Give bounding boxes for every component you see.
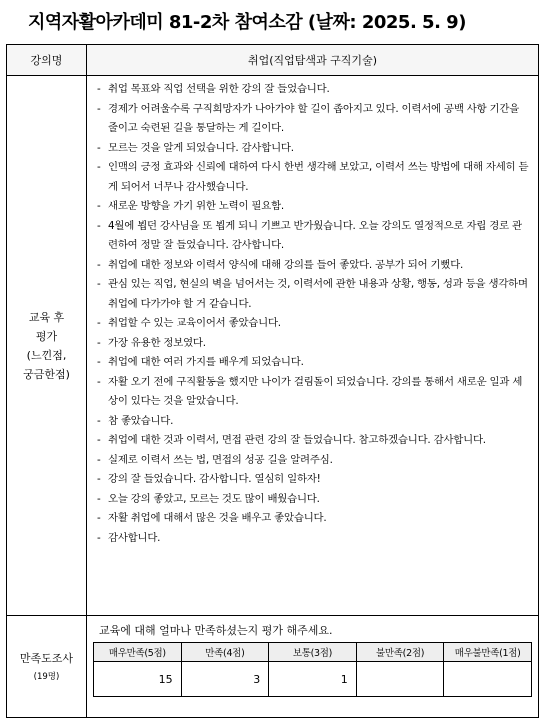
comment-item: - 취업에 대한 정보와 이력서 양식에 대해 강의를 들어 좋았다. 공부가 되어 기뻤다. — [97, 256, 530, 276]
comment-item: - 관심 있는 직업, 현실의 벽을 넘어서는 것, 이력서에 관한 내용과 상황, 행동, 성과 등을 생각하며 취업에 다가가야 할 거 같습니다. — [97, 275, 530, 314]
evaluation-label-line: 궁금한점) — [23, 367, 70, 381]
satisfaction-column-header: 보통(3점) — [269, 643, 357, 662]
comment-item: - 4월에 뵙던 강사님을 또 뵙게 되니 기쁘고 반가웠습니다. 오늘 강의도 열정적으로 자립 경로 관련하여 정말 잘 들었습니다. 감사합니다. — [97, 217, 530, 256]
evaluation-table — [6, 44, 539, 718]
comment-item: - 경제가 어려울수록 구직희망자가 나아가야 할 길이 좁아지고 있다. 이력서에 공백 사항 기간을 줄이고 숙련된 길을 통달하는 게 길이다. — [97, 100, 530, 139]
satisfaction-value: 3 — [181, 662, 269, 697]
evaluation-label-line: (느낀점, — [26, 348, 67, 362]
comment-item: - 강의 잘 들었습니다. 감사합니다. 열심히 일하자! — [97, 470, 530, 490]
comment-list — [97, 80, 530, 548]
comment-item: - 취업 목표와 직업 선택을 위한 강의 잘 들었습니다. — [97, 80, 530, 100]
satisfaction-cell — [87, 616, 539, 718]
comment-item: - 인맥의 긍정 효과와 신뢰에 대하여 다시 한번 생각해 보았고, 이력서 쓰는 방법에 대해 자세히 듣게 되어서 너무나 감사했습니다. — [97, 158, 530, 197]
comment-item: - 취업할 수 있는 교육이어서 좋았습니다. — [97, 314, 530, 334]
satisfaction-table — [93, 642, 532, 697]
satisfaction-column-header: 매우만족(5점) — [94, 643, 182, 662]
satisfaction-row — [7, 616, 539, 718]
comment-item: - 자활 오기 전에 구직활동을 했지만 나이가 걸림돌이 되었습니다. 강의를 통해서 새로운 일과 세상이 있다는 것을 알았습니다. — [97, 373, 530, 412]
satisfaction-value: 1 — [269, 662, 357, 697]
satisfaction-column-header: 불만족(2점) — [356, 643, 444, 662]
comment-item: - 참 좋았습니다. — [97, 412, 530, 432]
evaluation-label-line: 교육 후 — [28, 310, 65, 324]
evaluation-label — [7, 76, 87, 616]
comment-item: - 실제로 이력서 쓰는 법, 면접의 성공 길을 알려주심. — [97, 451, 530, 471]
comment-item: - 오늘 강의 좋았고, 모르는 것도 많이 배웠습니다. — [97, 490, 530, 510]
satisfaction-column-header: 매우불만족(1점) — [444, 643, 532, 662]
satisfaction-question: 교육에 대해 얼마나 만족하셨는지 평가 해주세요. — [99, 624, 333, 637]
comment-item: - 취업에 대한 것과 이력서, 면접 관련 강의 잘 들었습니다. 참고하겠습니다. 감사합니다. — [97, 431, 530, 451]
evaluation-label-line: 평가 — [35, 329, 58, 343]
satisfaction-value — [356, 662, 444, 697]
satisfaction-values-row — [94, 662, 532, 697]
respondent-count: (19명) — [33, 671, 60, 682]
comment-item: - 취업에 대한 여러 가지를 배우게 되었습니다. — [97, 353, 530, 373]
satisfaction-column-header: 만족(4점) — [181, 643, 269, 662]
satisfaction-header-row — [94, 643, 532, 662]
header-lecture-title: 취업(직업탐색과 구직기술) — [87, 45, 539, 76]
comment-item: - 자활 취업에 대해서 많은 것을 배우고 좋았습니다. — [97, 509, 530, 529]
satisfaction-value — [444, 662, 532, 697]
evaluation-row — [7, 76, 539, 616]
satisfaction-value: 15 — [94, 662, 182, 697]
header-lecture-name: 강의명 — [7, 45, 87, 76]
comment-item: - 모르는 것을 알게 되었습니다. 감사합니다. — [97, 139, 530, 159]
satisfaction-label: 만족도조사 — [19, 651, 74, 665]
comments-cell — [87, 76, 539, 616]
header-row — [7, 45, 539, 76]
comment-item: - 새로운 방향을 가기 위한 노력이 필요함. — [97, 197, 530, 217]
comment-item: - 가장 유용한 정보였다. — [97, 334, 530, 354]
comment-item: - 감사합니다. — [97, 529, 530, 549]
satisfaction-label-cell — [7, 616, 87, 718]
page-title: 지역자활아카데미 81-2차 참여소감 (날짜: 2025. 5. 9) — [28, 12, 466, 33]
